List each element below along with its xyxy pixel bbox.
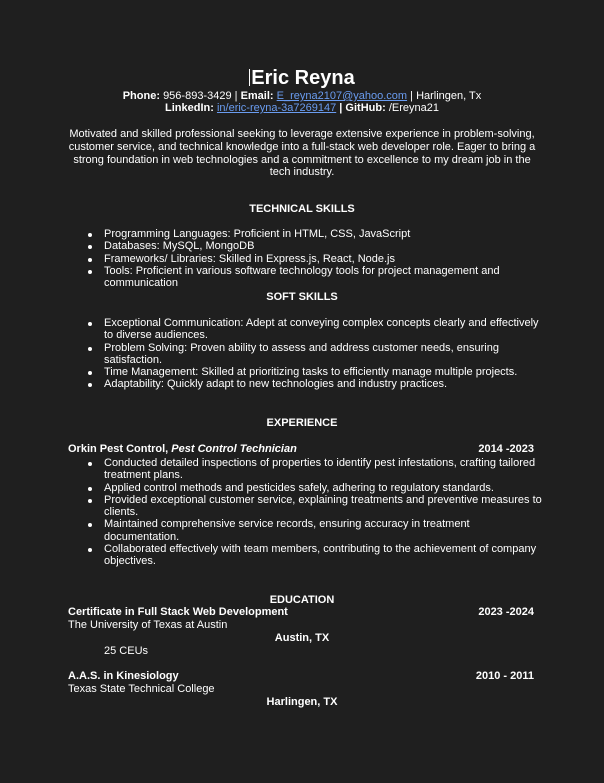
phone-value: 956-893-3429 (163, 90, 232, 102)
education-heading: EDUCATION (269, 594, 335, 606)
school-location: Harlingen, TX (266, 696, 338, 708)
degree-title: A.A.S. in Kinesiology (68, 670, 179, 682)
list-item: Exceptional Communication: Adept at conveying complex concepts clearly and effectively to diverse audiences. (104, 317, 544, 342)
linkedin-label: LinkedIn (165, 102, 211, 114)
contact-line-1: Phone: 956-893-3429 | Email: E_reyna2107@yahoo.com | Harlingen, Tx (122, 90, 482, 102)
list-item: Maintained comprehensive service records, ensuring accuracy in treatment documentation. (104, 518, 544, 543)
experience-list (104, 457, 544, 568)
education-entry-2-row (68, 670, 534, 683)
list-item: Frameworks/ Libraries: Skilled in Express.js, React, Node.js (104, 253, 544, 265)
list-item: Applied control methods and pesticides safely, adhering to regulatory standards. (104, 482, 544, 494)
soft-skills-heading: SOFT SKILLS (266, 291, 338, 303)
list-item: Programming Languages: Proficient in HTML, CSS, JavaScript (104, 228, 544, 240)
degree-dates: 2023 -2024 (478, 606, 534, 618)
list-item: Tools: Proficient in various software technology tools for project management and communication (104, 265, 544, 290)
resume-name-heading (0, 66, 604, 90)
list-item: Collaborated effectively with team members, contributing to the achievement of company objectives. (104, 543, 544, 568)
list-item: Conducted detailed inspections of properties to identify pest infestations, crafting tailored treatment plans. (104, 457, 544, 482)
github-label: GitHub (345, 102, 383, 114)
linkedin-link[interactable]: in/eric-reyna-3a7269147 (216, 102, 337, 114)
soft-skills-list (104, 317, 544, 391)
list-item: Adaptability: Quickly adapt to new technologies and industry practices. (104, 378, 544, 390)
company-name: Orkin Pest Control, (68, 443, 172, 455)
school-name: The University of Texas at Austin (68, 619, 228, 631)
education-entry-1-row (68, 606, 534, 619)
list-item: Databases: MySQL, MongoDB (104, 240, 544, 252)
degree-title: Certificate in Full Stack Web Development (68, 606, 288, 618)
location-value: Harlingen, Tx (416, 90, 482, 102)
list-item: Time Management: Skilled at prioritizing tasks to efficiently manage multiple projects. (104, 366, 544, 378)
technical-skills-list (104, 228, 544, 289)
phone-label: Phone (122, 90, 157, 102)
school-location: Austin, TX (274, 632, 330, 644)
email-link[interactable]: E_reyna2107@yahoo.com (276, 90, 408, 102)
school-name: Texas State Technical College (68, 683, 215, 695)
name-text: Eric Reyna (251, 67, 355, 89)
experience-heading: EXPERIENCE (266, 417, 338, 429)
job-dates: 2014 -2023 (478, 443, 534, 455)
education-note: 25 CEUs (104, 645, 149, 657)
github-value: /Ereyna21 (388, 102, 439, 114)
technical-skills-heading: TECHNICAL SKILLS (249, 203, 355, 215)
list-item: Provided exceptional customer service, explaining treatments and preventive measures to clients. (104, 494, 544, 519)
experience-job-row (68, 443, 534, 456)
contact-line-2: LinkedIn: in/eric-reyna-3a7269147 | GitHub: /Ereyna21 (165, 102, 439, 114)
email-label: Email (240, 90, 270, 102)
summary-paragraph: Motivated and skilled professional seeking to leverage extensive experience in problem-solving, customer service, and technical knowledge into a full-stack web developer role. Eager to bring a strong foundation in web technologies and a commitment to excellence to my dream job in the tech industry. (68, 128, 536, 179)
degree-dates: 2010 - 2011 (475, 670, 534, 682)
list-item: Problem Solving: Proven ability to assess and address customer needs, ensuring satisfaction. (104, 342, 544, 367)
job-role: Pest Control Technician (171, 443, 297, 455)
